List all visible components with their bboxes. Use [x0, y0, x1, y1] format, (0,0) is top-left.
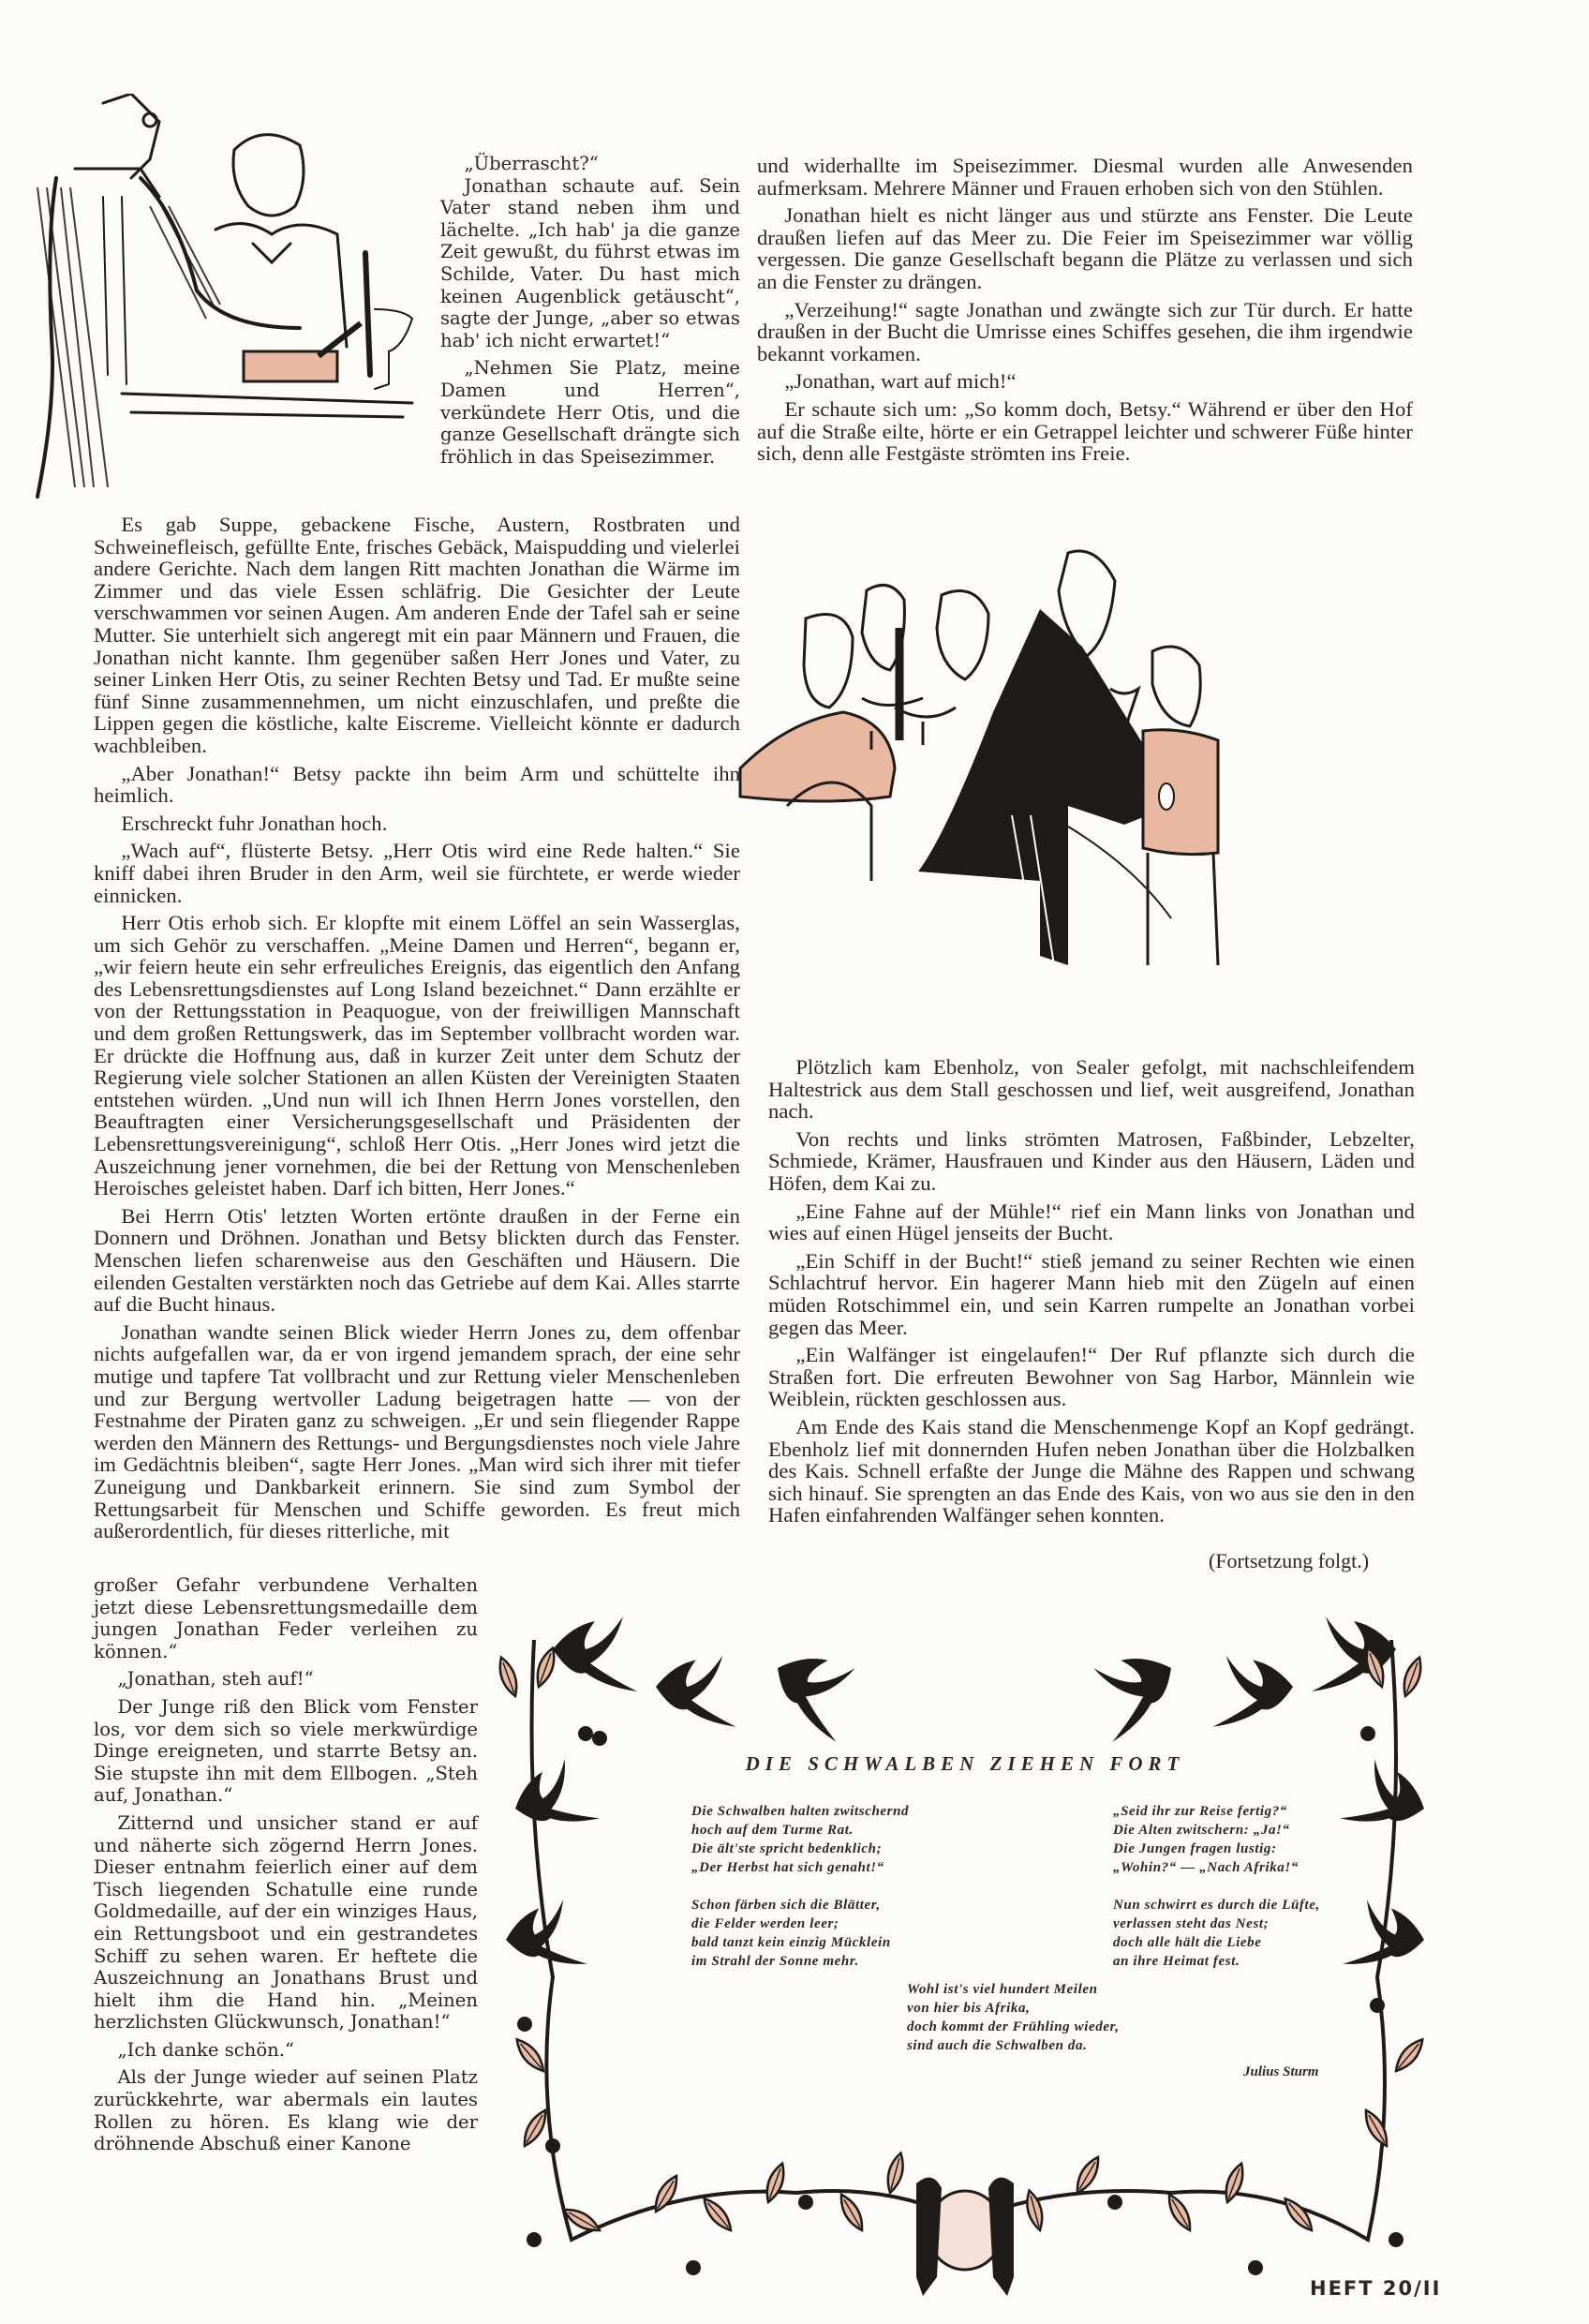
paragraph: Als der Junge wieder auf seinen Platz zurückkehrte, war abermals ein lautes Rollen zu hören. Es klang wie der dröhnende Abschuß einer Kanone: [94, 2066, 478, 2155]
paragraph: „Eine Fahne auf der Mühle!“ rief ein Mann links von Jonathan und wies auf einen Hügel jenseits der Bucht.: [768, 1199, 1415, 1245]
dinner-table-illustration: [19, 94, 431, 515]
paragraph: Er schaute sich um: „So komm doch, Betsy.“ Während er über den Hof auf die Straße eilte, hörte er ein Getrappel leichter und schwerer Füße hinter sich, denn alle Festgäste strömten ins Freie.: [757, 396, 1413, 466]
swallow-icon: [760, 1638, 868, 1742]
paragraph: Bei Herrn Otis' letzten Worten ertönte draußen in der Ferne ein Donnern und Dröhnen. Jonathan und Betsy blickten durch das Fenster. Menschen liefen scharenweise aus den Geschäften und Häusern. Die eilenden Gestalten verstärkten noch das Getriebe auf dem Kai. Alles starrte auf die Bucht hinaus.: [94, 1203, 740, 1317]
poem-line: „Wohin?“ — „Nach Afrika!“: [1113, 1860, 1299, 1875]
poem-line: an ihre Heimat fest.: [1113, 1954, 1240, 1969]
poem-stanza: [1113, 1896, 1320, 1971]
poem-line: doch kommt der Frühling wieder,: [907, 2019, 1120, 2034]
paragraph: Am Ende des Kais stand die Menschenmenge Kopf an Kopf gedrängt. Ebenholz lief mit donnernden Hufen neben Jonathan über die Holzbalken des Kais. Schnell erfaßte der Junge die Mähne des Rappen und schwang sich hinauf. Sie sprengten an das Ende des Kais, von wo aus sie den in den Hafen einfahrenden Walfänger sehen konnten.: [768, 1414, 1415, 1527]
poem-stanza: [691, 1896, 891, 1971]
poem-line: Die Schwalben halten zwitschernd: [691, 1804, 910, 1819]
poem-line: verlassen steht das Nest;: [1113, 1916, 1270, 1931]
swallow-icon: [988, 2178, 1014, 2296]
issue-label: HEFT 20/II: [1310, 2277, 1442, 2300]
paragraph: „Jonathan, steh auf!“: [117, 1668, 314, 1691]
poem-line: „Der Herbst hat sich genaht!“: [691, 1860, 884, 1875]
paragraph: Der Junge riß den Blick vom Fenster los, vor dem sich so viele merkwürdige Dinge ereigneten, und starrte Betsy an. Sie stupste ihn mit dem Ellbogen. „Steh auf, Jonathan.“: [94, 1695, 478, 1807]
poem-line: die Felder werden leer;: [691, 1916, 839, 1931]
paragraph: Erschreckt fuhr Jonathan hoch.: [121, 811, 388, 835]
poem-line: Wohl ist's viel hundert Meilen: [907, 1982, 1098, 1997]
story-column-left-top: [440, 153, 740, 468]
paragraph: Plötzlich kam Ebenholz, von Sealer gefolgt, mit nachschleifendem Haltestrick aus dem Stall geschossen und lief, weit ausgreifend, Jonathan nach.: [768, 1055, 1415, 1124]
poem-line: Die ält'ste spricht bedenklich;: [691, 1841, 883, 1856]
poem-line: Schon färben sich die Blätter,: [691, 1898, 881, 1913]
poem-stanza: [907, 1980, 1120, 2055]
poem-line: bald tanzt kein einzig Mücklein: [691, 1935, 891, 1950]
paragraph: Jonathan schaute auf. Sein Vater stand neben ihm und lächelte. „Ich hab' ja die ganze Zeit gewußt, du führst etwas im Schilde, Vater. Du hast mich keinen Augenblick getäuscht“, sagte der Junge, „aber so etwas hab' ich nicht erwartet!“: [440, 174, 740, 351]
paragraph: Jonathan wandte seinen Blick wieder Herrn Jones zu, dem offenbar nichts aufgefallen war, da er von irgend jemandem sprach, der eine sehr mutige und tapfere Tat vollbracht und zur Rettung vieler Menschenleben und zur Bergung wertvoller Ladung beigetragen hatte — von der Festnahme der Piraten ganz zu schweigen. „Er und sein fliegender Rappe werden den Männern des Rettungs- und Bergungsdienstes noch viele Jahre im Gedächtnis bleiben“, sagte Herr Jones. „Man wird sich ihrer mit tiefer Zuneigung und Dankbarkeit erinnern. Sie sind zum Symbol der Rettungsarbeit für Menschen und Schiffe geworden. Es freut mich außerordentlich, für dieses ritterliche, mit: [94, 1319, 740, 1543]
paragraph: Zitternd und unsicher stand er auf und näherte sich zögernd Herrn Jones. Dieser entnahm feierlich einer auf dem Tisch liegenden Schatulle eine runde Goldmedaille, auf der ein winziges Haus, ein Rettungsboot und ein gestrandetes Schiff zu sehen waren. Er heftete die Auszeichnung an Jonathans Brust und hielt ihm die Hand hin. „Meinen herzlichsten Glückwunsch, Jonathan!“: [94, 1811, 478, 2034]
poem-stanza: [691, 1802, 909, 1877]
swallow-icon: [1213, 1656, 1294, 1727]
paragraph: „Ich danke schön.“: [117, 2038, 295, 2061]
story-column-left-main: [94, 514, 740, 1542]
paragraph: „Ein Walfänger ist eingelaufen!“ Der Ruf pflanzte sich durch die Straßen fort. Die erfreuten Bewohner von Sag Harbor, Männlein wie Weiblein, rückten geschlossen aus.: [768, 1343, 1415, 1411]
poem-line: Die Jungen fragen lustig:: [1113, 1841, 1277, 1856]
poem-author: Julius Sturm: [1243, 2064, 1319, 2079]
poem-line: Die Alten zwitschern: „Ja!“: [1113, 1823, 1290, 1838]
swallow-icon: [553, 1616, 637, 1691]
paragraph: „Ein Schiff in der Bucht!“ stieß jemand zu seiner Rechten wie einen Schlachtruf hervor. Ein hagerer Mann hieb mit den Zügeln auf einen müden Rotschimmel ein, und sein Karren rumpelte an Jonathan vorbei gegen das Meer.: [768, 1248, 1415, 1339]
story-column-left-bottom: [94, 1574, 478, 2155]
medal: [1159, 783, 1174, 810]
paragraph: Jonathan hielt es nicht länger aus und stürzte ans Fenster. Die Leute draußen liefen auf das Meer zu. Die Feier im Speisezimmer war völlig vergessen. Die ganze Gesellschaft begann die Plätze zu verlassen und sich an die Fenster zu drängen.: [757, 203, 1413, 293]
poem-box: [497, 1584, 1433, 2296]
paragraph: „Verzeihung!“ sagte Jonathan und zwängte sich zur Tür durch. Er hatte draußen in der Bucht die Umrisse eines Schiffes gesehen, die ihm irgendwie bekannt vorkamen.: [757, 297, 1413, 365]
paragraph: „Aber Jonathan!“ Betsy packte ihn beim Arm und schüttelte ihn heimlich.: [94, 761, 740, 808]
poem-line: „Seid ihr zur Reise fertig?“: [1113, 1804, 1287, 1819]
paragraph: „Wach auf“, flüsterte Betsy. „Herr Otis wird eine Rede halten.“ Sie kniff dabei ihren Bruder in den Arm, weil sie fürchtete, er werde wieder einnicken.: [94, 839, 740, 907]
paragraph: „Jonathan, wart auf mich!“: [784, 369, 1017, 394]
poem-line: sind auch die Schwalben da.: [907, 2038, 1088, 2053]
paragraph: „Überrascht?“: [464, 153, 599, 174]
paragraph: großer Gefahr verbundene Verhalten jetzt diese Lebensrettungsmedaille dem jungen Jonathan Feder verleihen zu können.“: [94, 1574, 478, 1662]
poem-stanza: [1113, 1802, 1299, 1877]
swallow-icon: [916, 2178, 942, 2296]
poem-title: DIE SCHWALBEN ZIEHEN FORT: [745, 1752, 1185, 1775]
paragraph: Es gab Suppe, gebackene Fische, Austern, Rostbraten und Schweinefleisch, gefüllte Ente, frisches Gebäck, Maispudding und vielerlei andere Gerichte. Nach dem langen Ritt machten Jonathan die Wärme im Zimmer und das viele Essen schläfrig. Die Gesichter der Leute verschwammen vor seinen Augen. Am anderen Ende der Tafel sah er seine Mutter. Sie unterhielt sich angeregt mit ein paar Männern und Frauen, die Jonathan nicht kannte. Ihm gegenüber saßen Herr Jones und Vater, zu seiner Linken Herr Otis, zu seiner Rechten Betsy und Tad. Er mußte seine fünf Sinne zusammennehmen, um nicht einzuschlafen, und preßte die Lippen gegen die köstliche, kalte Eiscreme. Vielleicht könnte er dadurch wachbleiben.: [94, 513, 740, 757]
poem-line: im Strahl der Sonne mehr.: [691, 1954, 859, 1969]
paragraph: Von rechts und links strömten Matrosen, Faßbinder, Lebzelter, Schmiede, Krämer, Hausfrauen und Kinder aus den Häusern, Läden und Höfen, dem Kai zu.: [768, 1126, 1415, 1195]
medal-ceremony-illustration: [731, 525, 1462, 1031]
story-column-right-bottom: [768, 1056, 1415, 1527]
continued-note: (Fortsetzung folgt.): [1209, 1549, 1370, 1572]
paragraph: „Nehmen Sie Platz, meine Damen und Herren“, verkündete Herr Otis, und die ganze Gesellschaft drängte sich fröhlich in das Speisezimmer.: [440, 357, 740, 468]
poem-line: Nun schwirrt es durch die Lüfte,: [1113, 1898, 1320, 1913]
paragraph: und widerhallte im Speisezimmer. Diesmal wurden alle Anwesenden aufmerksam. Mehrere Männer und Frauen erhoben sich von den Stühlen.: [757, 154, 1413, 200]
poem-line: von hier bis Afrika,: [907, 2001, 1031, 2016]
swallow-icon: [656, 1656, 736, 1727]
poem-line: doch alle hält die Liebe: [1113, 1935, 1262, 1950]
poem-line: hoch auf dem Turme Rat.: [691, 1823, 854, 1838]
swallow-icon: [1081, 1638, 1189, 1742]
paragraph: Herr Otis erhob sich. Er klopfte mit einem Löffel an sein Wasserglas, um sich Gehör zu verschaffen. „Meine Damen und Herren“, begann er, „wir feiern heute ein sehr erfreuliches Ereignis, das eigentlich den Anfang des Lebensrettungsdienstes auf Long Island bezeichnet.“ Dann erzählte er von der Rettungsstation in Peaquogue, von der freiwilligen Mannschaft und dem großen Rettungswerk, das im September vollbracht worden war. Er drückte die Hoffnung aus, daß in kurzer Zeit unter dem Schutz der Regierung viele solcher Stationen an allen Küsten der Vereinigten Staaten entstehen würden. „Und nun will ich Ihnen Herrn Jones vorstellen, den Beauftragten einer Versicherungsgesellschaft und Präsidenten der Lebensrettungsvereinigung“, schloß Herr Otis. „Herr Jones wird jetzt die Auszeichnung jener vornehmen, die bei der Rettung von Menschenleben Heroisches geleistet haben. Darf ich bitten, Herr Jones.“: [94, 911, 740, 1200]
story-column-right-top: [757, 155, 1413, 465]
